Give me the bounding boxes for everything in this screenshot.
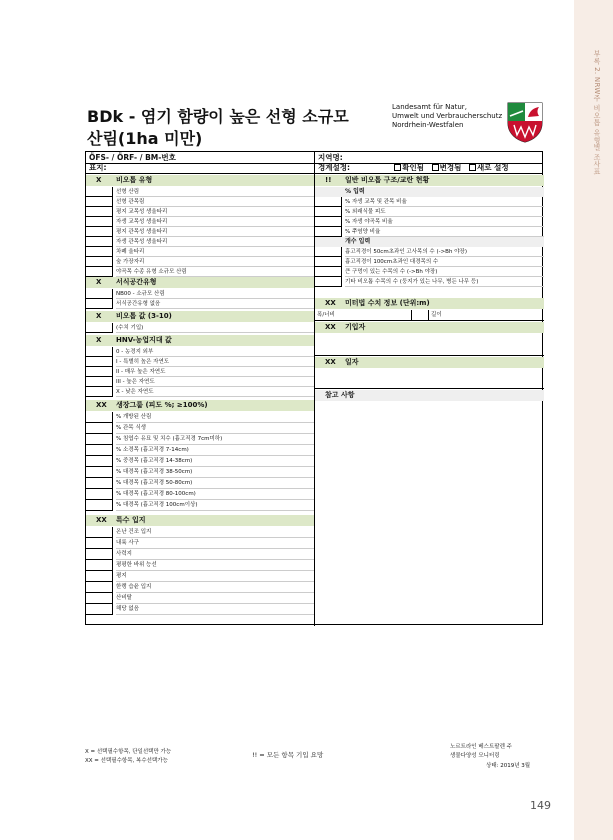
percent-input-subheader: % 입력 (315, 187, 544, 197)
boundary-confirmed-label: 확인됨 (402, 163, 424, 172)
boundary-changed-label: 변경됨 (439, 163, 462, 172)
percent-input-checkbox[interactable] (315, 227, 342, 237)
boundary-confirmed-checkbox[interactable] (394, 164, 401, 171)
biotope-type-header (86, 175, 314, 186)
growth-group-checkbox[interactable] (86, 412, 113, 423)
agency-line-2: Umwelt und Verbraucherschutz (392, 112, 503, 120)
habitat-type-header (86, 277, 314, 288)
hnv-value-checkbox[interactable] (86, 357, 113, 367)
hnv-value-label: X - 낮은 자연도 (116, 387, 314, 397)
percent-input-label: % 외래식물 피도 (345, 207, 544, 217)
habitat-type-label: NB00 - 소규모 산림 (116, 289, 314, 299)
hnv-value-row (86, 347, 314, 357)
biotope-value-row (86, 323, 314, 333)
percent-input-checkbox[interactable] (315, 207, 342, 217)
count-input-row (315, 277, 544, 287)
biotope-type-checkbox[interactable] (86, 197, 113, 207)
percent-input-row (315, 217, 544, 227)
date-title: 일자 (345, 358, 359, 366)
hnv-value-row (86, 377, 314, 387)
growth-group-label: % 침엽수 유묘 및 치수 (흉고직경 7cm미하) (116, 434, 314, 445)
legend-1: X = 선택필수항목, 단일선택만 가능 (85, 749, 172, 755)
page-title: BDk - 염기 함량이 높은 선형 소규모 산림(1ha 미만) (87, 107, 349, 148)
count-input-label: 기타 비오톱 수목의 수 (둥지가 있는 나무, 병든 나무 등) (345, 277, 544, 287)
percent-input-label: % 자생 교목 및 관목 비율 (345, 197, 544, 207)
growth-group-row (86, 456, 314, 467)
metric-info-title: 미터법 수치 정보 (단위:m) (345, 299, 430, 307)
special-site-mark: XX (96, 516, 107, 524)
agency-line-3: Nordrhein-Westfalen (392, 121, 464, 129)
biotope-type-label: 선형 관목림 (116, 197, 314, 207)
agency-line-1: Landesamt für Natur, (392, 103, 467, 111)
growth-group-checkbox[interactable] (86, 478, 113, 489)
structure-mark: !! (325, 176, 332, 184)
biotope-type-label: 선형 산림 (116, 187, 314, 197)
count-input-label: 큰 구멍이 있는 수목의 수 (->Bh 야장) (345, 267, 544, 277)
growth-group-row (86, 434, 314, 445)
growth-group-label: % 대경목 (흉고직경 80-100cm) (116, 489, 314, 500)
percent-input-checkbox[interactable] (315, 197, 342, 207)
hnv-title: HNV-농업지대 값 (116, 336, 172, 344)
metric-info-row (315, 310, 544, 321)
biotope-type-row (86, 217, 314, 227)
footer-status: 상태: 2019년 3월 (486, 763, 531, 769)
special-site-row (86, 593, 314, 604)
date-mark: XX (325, 358, 336, 366)
biotope-type-label: 차폐 울타리 (116, 247, 314, 257)
hnv-value-label: III - 높은 자연도 (116, 377, 314, 387)
hnv-value-label: I - 특별히 높은 자연도 (116, 357, 314, 367)
growth-group-label: % 중경목 (흉고직경 14-38cm) (116, 456, 314, 467)
boundary-row (318, 163, 509, 173)
hnv-mark: X (96, 336, 102, 344)
special-site-label: 내륙 사구 (116, 538, 314, 549)
special-site-checkbox[interactable] (86, 538, 113, 549)
mark-label: 표지: (89, 163, 107, 172)
percent-input-row (315, 197, 544, 207)
growth-group-label: % 개방된 산림 (116, 412, 314, 423)
growth-group-row (86, 500, 314, 511)
id-number-label: ÖFS- / ÖRF- / BM-번호 (89, 153, 176, 162)
percent-input-checkbox[interactable] (315, 217, 342, 227)
notes-header (315, 390, 544, 401)
hnv-value-checkbox[interactable] (86, 347, 113, 357)
biotope-type-row (86, 197, 314, 207)
biotope-type-checkbox[interactable] (86, 207, 113, 217)
biotope-value-header (86, 311, 314, 322)
hnv-value-label: II - 매우 높은 자연도 (116, 367, 314, 377)
count-input-checkbox[interactable] (315, 257, 342, 267)
biotope-type-row (86, 257, 314, 267)
growth-group-checkbox[interactable] (86, 467, 113, 478)
growth-group-row (86, 467, 314, 478)
biotope-value-mark: X (96, 312, 102, 320)
width-label: 폭/너비 (315, 310, 412, 321)
structure-header (315, 175, 544, 186)
count-input-checkbox[interactable] (315, 247, 342, 257)
legend-3: !! = 모든 항목 기입 요망 (252, 751, 324, 759)
biotope-type-checkbox[interactable] (86, 187, 113, 197)
footer-org-2: 생물다양성 모니터링 (450, 753, 500, 759)
biotope-type-checkbox[interactable] (86, 237, 113, 247)
special-site-checkbox[interactable] (86, 593, 113, 604)
special-site-checkbox[interactable] (86, 604, 113, 615)
special-site-row (86, 571, 314, 582)
biotope-type-checkbox[interactable] (86, 227, 113, 237)
growth-group-label: % 관목 식생 (116, 423, 314, 434)
growth-group-row (86, 445, 314, 456)
biotope-type-row (86, 267, 314, 277)
width-input[interactable] (412, 310, 429, 321)
page-number: 149 (530, 799, 551, 812)
hnv-value-label: 0 - 농경지 외부 (116, 347, 314, 357)
special-site-label: 평지 (116, 571, 314, 582)
biotope-type-row (86, 187, 314, 197)
special-site-label: 평평한 바위 능선 (116, 560, 314, 571)
hnv-value-checkbox[interactable] (86, 367, 113, 377)
biotope-type-title: 비오톱 유형 (116, 176, 153, 184)
date-header (315, 357, 544, 368)
survey-form (85, 151, 543, 625)
biotope-type-label: 자생 관목성 생울타리 (116, 237, 314, 247)
side-band-text: 부록 2. NRW주 비오톱 유형별 조사표 (593, 50, 601, 176)
biotope-type-checkbox[interactable] (86, 267, 113, 277)
boundary-new-checkbox[interactable] (469, 164, 476, 171)
growth-group-label: % 소경목 (흉고직경 7-14cm) (116, 445, 314, 456)
special-site-row (86, 560, 314, 571)
growth-group-label: % 대경목 (흉고직경 50-80cm) (116, 478, 314, 489)
recorder-header (315, 322, 544, 333)
count-input-subheader: 개수 입력 (315, 237, 544, 247)
count-input-label: 흉고직경이 100cm초과인 대경목의 수 (345, 257, 544, 267)
special-site-row (86, 604, 314, 615)
biotope-type-mark: X (96, 176, 102, 184)
hnv-value-row (86, 387, 314, 397)
percent-input-label: % 쭈염양 비율 (345, 227, 544, 237)
special-site-checkbox[interactable] (86, 549, 113, 560)
biotope-type-label: 숲 가장자리 (116, 257, 314, 267)
biotope-type-row (86, 237, 314, 247)
percent-input-row (315, 207, 544, 217)
nrw-crest-icon (506, 101, 544, 143)
growth-group-row (86, 423, 314, 434)
count-input-checkbox[interactable] (315, 277, 342, 287)
metric-info-header (315, 298, 544, 309)
habitat-type-row (86, 289, 314, 299)
habitat-type-mark: X (96, 278, 102, 286)
notes-input[interactable] (315, 402, 544, 625)
count-input-row (315, 247, 544, 257)
count-input-checkbox[interactable] (315, 267, 342, 277)
habitat-type-row (86, 299, 314, 309)
hnv-value-checkbox[interactable] (86, 387, 113, 397)
biotope-type-label: 평지 교목성 생울타리 (116, 207, 314, 217)
count-input-row (315, 257, 544, 267)
biotope-value-title: 비오톱 값 (3-10) (116, 312, 172, 320)
percent-input-row (315, 227, 544, 237)
hnv-value-row (86, 357, 314, 367)
count-input-row (315, 267, 544, 277)
special-site-row (86, 549, 314, 560)
growth-group-checkbox[interactable] (86, 500, 113, 511)
metric-info-mark: XX (325, 299, 336, 307)
length-label: 길이 (429, 310, 544, 321)
special-site-row (86, 538, 314, 549)
habitat-type-checkbox[interactable] (86, 289, 113, 299)
biotope-value-label: (수치 기입) (116, 323, 314, 333)
percent-input-label: % 자생 야곡목 비율 (345, 217, 544, 227)
special-site-row (86, 582, 314, 593)
special-site-label: 해당 없음 (116, 604, 314, 615)
biotope-type-label: 야곡목 수종 유형 소규모 산림 (116, 267, 314, 277)
special-site-title: 특수 입지 (116, 516, 146, 524)
growth-group-row (86, 489, 314, 500)
growth-group-row (86, 412, 314, 423)
hnv-value-row (86, 367, 314, 377)
biotope-type-checkbox[interactable] (86, 257, 113, 267)
growth-group-header (86, 400, 314, 411)
notes-title: 참고 사항 (325, 391, 355, 399)
legend-2: XX = 선택필수항목, 복수선택가능 (85, 758, 168, 764)
count-input-label: 흉고직경이 50cm초과인 고사목의 수 (->Bh 야장) (345, 247, 544, 257)
agency-name (392, 103, 504, 130)
structure-title: 일반 비오톱 구조/교란 현황 (345, 176, 430, 184)
boundary-label: 경계설정: (318, 163, 350, 172)
recorder-input[interactable] (315, 334, 544, 356)
biotope-type-row (86, 207, 314, 217)
growth-group-checkbox[interactable] (86, 423, 113, 434)
growth-group-row (86, 478, 314, 489)
special-site-label: 사력지 (116, 549, 314, 560)
growth-group-checkbox[interactable] (86, 456, 113, 467)
special-site-label: 산비탈 (116, 593, 314, 604)
region-name-label: 지역명: (318, 153, 343, 162)
growth-group-title: 생장그룹 (피도 %; ≥100%) (116, 401, 208, 409)
special-site-label: 온난 건조 입지 (116, 527, 314, 538)
recorder-title: 기입자 (345, 323, 366, 331)
biotope-type-checkbox[interactable] (86, 217, 113, 227)
biotope-type-label: 자생 교목성 생울타리 (116, 217, 314, 227)
growth-group-checkbox[interactable] (86, 434, 113, 445)
special-site-checkbox[interactable] (86, 582, 113, 593)
special-site-label: 한랭 습윤 입지 (116, 582, 314, 593)
growth-group-label: % 대경목 (흉고직경 38-50cm) (116, 467, 314, 478)
growth-group-label: % 대경목 (흉고직경 100cm이상) (116, 500, 314, 511)
biotope-type-row (86, 227, 314, 237)
growth-group-checkbox[interactable] (86, 489, 113, 500)
biotope-type-label: 평지 관목성 생울타리 (116, 227, 314, 237)
biotope-type-row (86, 247, 314, 257)
habitat-type-title: 서식공간유형 (116, 278, 157, 286)
date-input[interactable] (315, 369, 544, 389)
footer-org-1: 노르트라인 베스트팔렌 주 (450, 744, 512, 750)
hnv-header (86, 335, 314, 346)
habitat-type-checkbox[interactable] (86, 299, 113, 309)
habitat-type-label: 서식공간유형 없음 (116, 299, 314, 309)
special-site-header (86, 515, 314, 526)
hnv-value-checkbox[interactable] (86, 377, 113, 387)
special-site-checkbox[interactable] (86, 571, 113, 582)
boundary-changed-checkbox[interactable] (432, 164, 439, 171)
special-site-checkbox[interactable] (86, 527, 113, 538)
special-site-checkbox[interactable] (86, 560, 113, 571)
growth-group-checkbox[interactable] (86, 445, 113, 456)
recorder-mark: XX (325, 323, 336, 331)
special-site-row (86, 527, 314, 538)
biotope-type-checkbox[interactable] (86, 247, 113, 257)
boundary-new-label: 새로 설정 (476, 163, 509, 172)
biotope-value-checkbox[interactable] (86, 323, 113, 333)
growth-group-mark: XX (96, 401, 107, 409)
